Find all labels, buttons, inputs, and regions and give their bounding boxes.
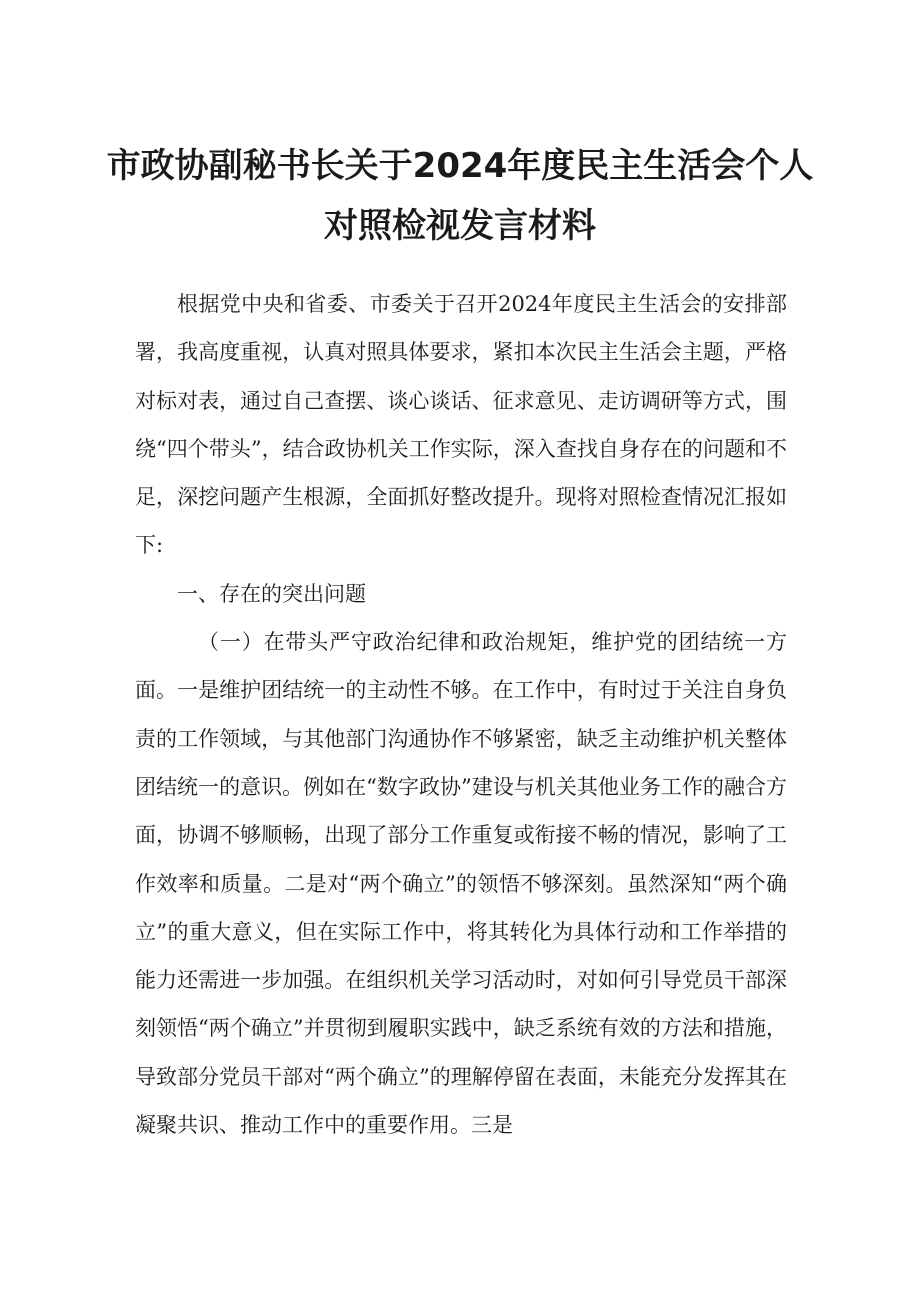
intro-paragraph: 根据党中央和省委、市委关于召开2024年度民主生活会的安排部署，我高度重视，认真对照具体要求，紧扣本次民主生活会主题，严格对标对表，通过自己查摆、谈心谈话、征求意见、走访调研等方式，围绕“四个带头”，结合政协机关工作实际，深入查找自身存在的问题和不足，深挖问题产生根源，全面抓好整改提升。现将对照检查情况汇报如下: <box>135 292 787 558</box>
document-title-line-2: 对照检视发言材料 <box>324 206 596 246</box>
document-body <box>135 280 787 1149</box>
section-heading: 一、存在的突出问题 <box>177 581 366 606</box>
subsection-paragraph: （一）在带头严守政治纪律和政治规矩，维护党的团结统一方面。一是维护团结统一的主动性不够。在工作中，有时过于关注自身负责的工作领域，与其他部门沟通协作不够紧密，缺乏主动维护机关整体团结统一的意识。例如在“数字政协”建设与机关其他业务工作的融合方面，协调不够顺畅，出现了部分工作重复或衔接不畅的情况，影响了工作效率和质量。二是对“两个确立”的领悟不够深刻。虽然深知“两个确立”的重大意义，但在实际工作中，将其转化为具体行动和工作举措的能力还需进一步加强。在组织机关学习活动时，对如何引导党员干部深刻领悟“两个确立”并贯彻到履职实践中，缺乏系统有效的方法和措施，导致部分党员干部对“两个确立”的理解停留在表面，未能充分发挥其在凝聚共识、推动工作中的重要作用。三是 <box>135 630 787 1138</box>
document-title-line-1: 市政协副秘书长关于2024年度民主生活会个人 <box>106 146 814 186</box>
